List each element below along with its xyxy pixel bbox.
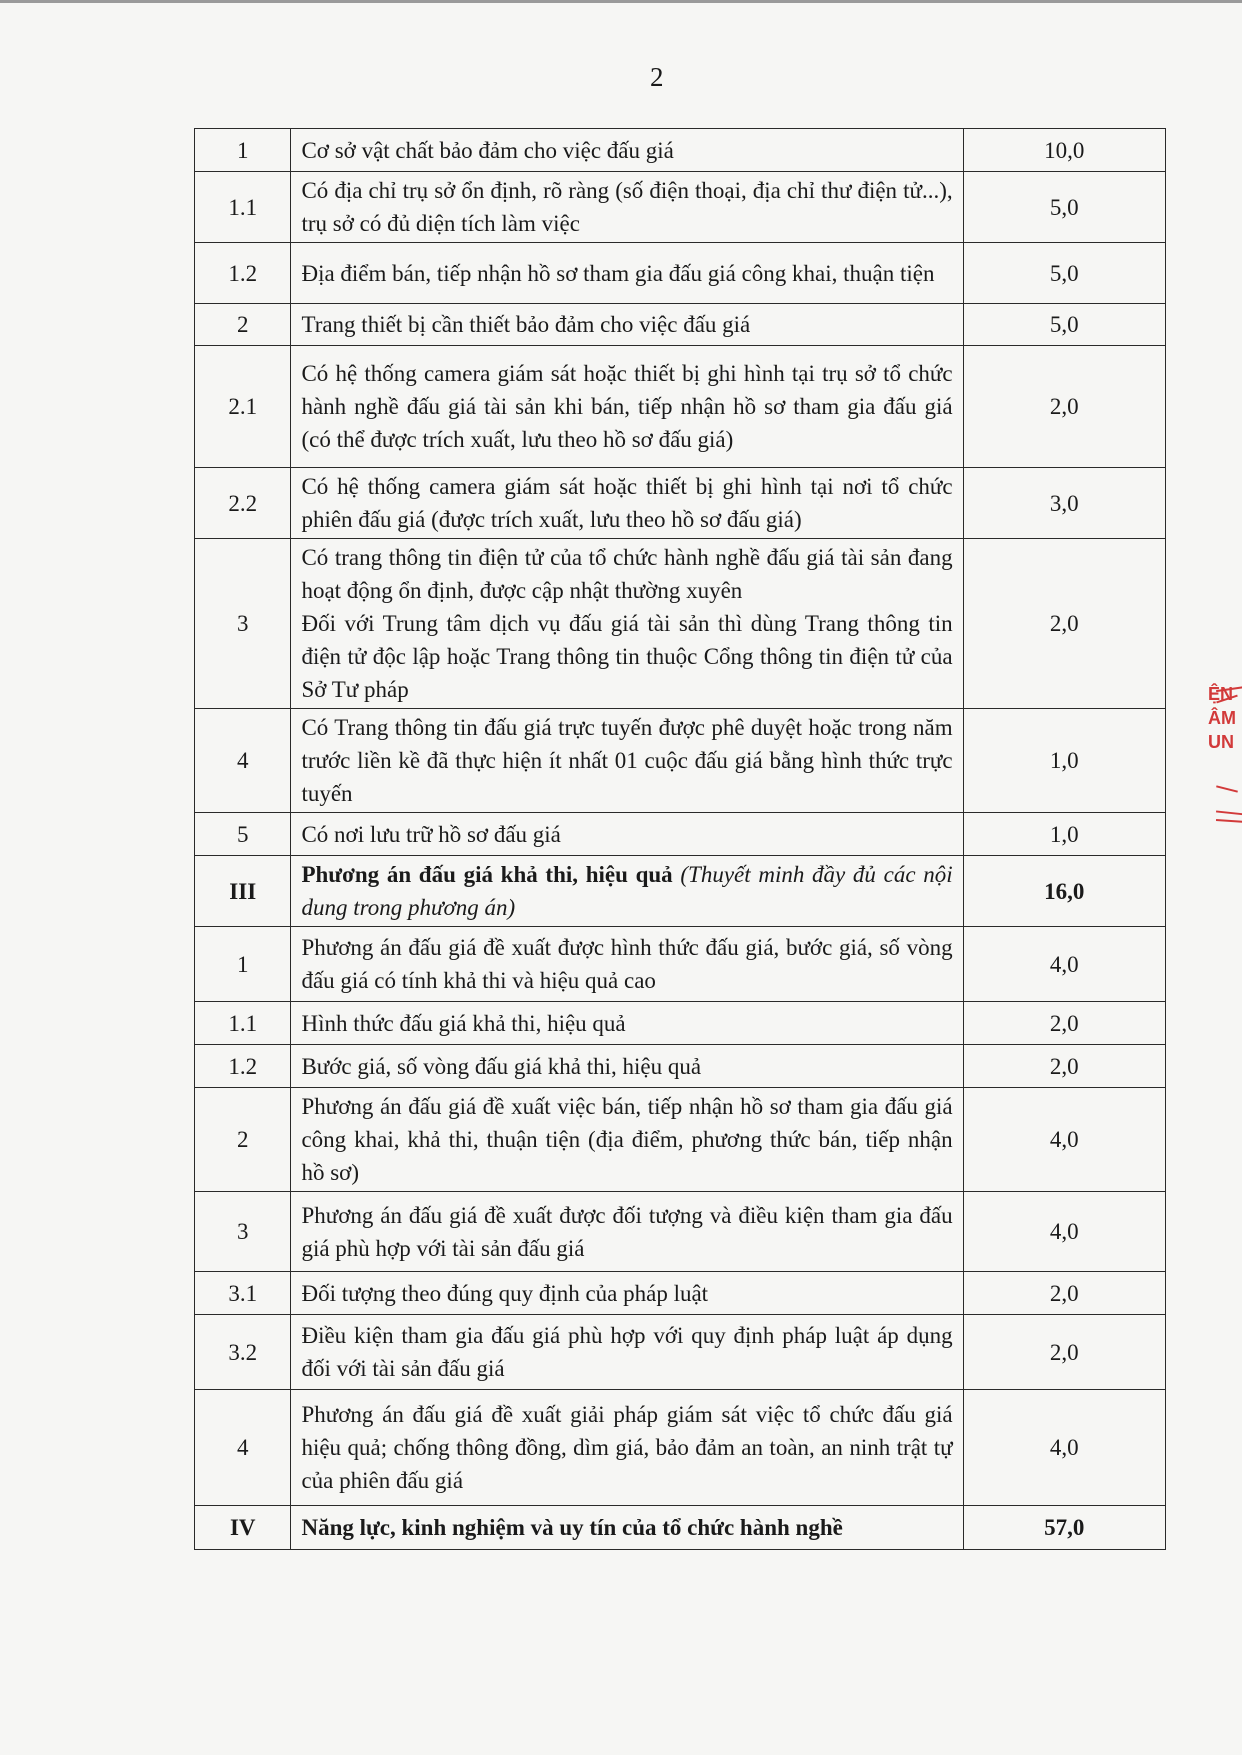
row-number: III	[195, 856, 291, 927]
table-row	[195, 1192, 1166, 1272]
scan-edge-line	[0, 0, 1242, 3]
criteria-table	[194, 128, 1166, 1550]
table-row	[195, 709, 1166, 813]
row-number: 4	[195, 709, 291, 813]
row-score: 4,0	[963, 1192, 1165, 1272]
row-number: 3	[195, 1192, 291, 1272]
row-number: 1	[195, 927, 291, 1002]
row-score: 2,0	[963, 346, 1165, 468]
red-stamp-fragment	[1208, 684, 1242, 928]
row-content: Phương án đấu giá đề xuất việc bán, tiếp nhận hồ sơ tham gia đấu giá công khai, khả thi, thuận tiện (địa điểm, phương thức bán, tiếp nhận hồ sơ)	[291, 1088, 963, 1192]
row-score: 5,0	[963, 304, 1165, 346]
table-row	[195, 1272, 1166, 1315]
row-score: 16,0	[963, 856, 1165, 927]
table-row	[195, 243, 1166, 304]
row-content: Đối tượng theo đúng quy định của pháp luật	[291, 1272, 963, 1315]
row-score: 1,0	[963, 813, 1165, 856]
row-number: 2.2	[195, 468, 291, 539]
table-row	[195, 1002, 1166, 1045]
row-score: 5,0	[963, 243, 1165, 304]
table-row	[195, 856, 1166, 927]
row-content: Phương án đấu giá đề xuất được đối tượng và điều kiện tham gia đấu giá phù hợp với tài sản đấu giá	[291, 1192, 963, 1272]
row-score: 2,0	[963, 1315, 1165, 1390]
row-score: 5,0	[963, 172, 1165, 243]
row-number: 2	[195, 304, 291, 346]
row-content: Có hệ thống camera giám sát hoặc thiết bị ghi hình tại nơi tổ chức phiên đấu giá (được trích xuất, lưu theo hồ sơ đấu giá)	[291, 468, 963, 539]
row-score: 57,0	[963, 1506, 1165, 1550]
stamp-text: ÂM	[1208, 708, 1236, 728]
table-row	[195, 1506, 1166, 1550]
row-score: 2,0	[963, 539, 1165, 709]
row-content: Phương án đấu giá đề xuất giải pháp giám sát việc tổ chức đấu giá hiệu quả; chống thông đồng, dìm giá, bảo đảm an toàn, an ninh trật tự của phiên đấu giá	[291, 1390, 963, 1506]
page-number: 2	[650, 62, 664, 92]
row-score: 2,0	[963, 1272, 1165, 1315]
stamp-text: ỆN	[1208, 684, 1234, 704]
table-row	[195, 1088, 1166, 1192]
row-number: 4	[195, 1390, 291, 1506]
row-number: 1.1	[195, 172, 291, 243]
row-score: 2,0	[963, 1045, 1165, 1088]
table-row	[195, 1315, 1166, 1390]
row-number: IV	[195, 1506, 291, 1550]
table-row	[195, 813, 1166, 856]
row-content: Điều kiện tham gia đấu giá phù hợp với quy định pháp luật áp dụng đối với tài sản đấu giá	[291, 1315, 963, 1390]
row-score: 4,0	[963, 927, 1165, 1002]
table-row	[195, 172, 1166, 243]
row-content: Phương án đấu giá đề xuất được hình thức đấu giá, bước giá, số vòng đấu giá có tính khả thi và hiệu quả cao	[291, 927, 963, 1002]
row-score: 10,0	[963, 129, 1165, 172]
table-row	[195, 129, 1166, 172]
row-number: 3	[195, 539, 291, 709]
criteria-table-body	[195, 129, 1166, 1550]
row-content: Địa điểm bán, tiếp nhận hồ sơ tham gia đấu giá công khai, thuận tiện	[291, 243, 963, 304]
row-score: 4,0	[963, 1088, 1165, 1192]
row-score: 1,0	[963, 709, 1165, 813]
table-row	[195, 539, 1166, 709]
row-number: 2	[195, 1088, 291, 1192]
row-content: Có địa chỉ trụ sở ổn định, rõ ràng (số điện thoại, địa chỉ thư điện tử...), trụ sở có đủ diện tích làm việc	[291, 172, 963, 243]
table-row	[195, 927, 1166, 1002]
row-number: 3.1	[195, 1272, 291, 1315]
table-row	[195, 304, 1166, 346]
row-content-italic: (Thuyết minh đầy đủ các nội dung trong phương án)	[301, 862, 953, 920]
stamp-arc-line	[1216, 810, 1242, 815]
table-row	[195, 1390, 1166, 1506]
row-content: Bước giá, số vòng đấu giá khả thi, hiệu quả	[291, 1045, 963, 1088]
row-content: Có nơi lưu trữ hồ sơ đấu giá	[291, 813, 963, 856]
stamp-arc-line	[1216, 819, 1242, 823]
row-number: 1.2	[195, 1045, 291, 1088]
table-row	[195, 468, 1166, 539]
row-content	[291, 856, 963, 927]
row-content: Cơ sở vật chất bảo đảm cho việc đấu giá	[291, 129, 963, 172]
row-content: Có Trang thông tin đấu giá trực tuyến được phê duyệt hoặc trong năm trước liền kề đã thực hiện ít nhất 01 cuộc đấu giá bằng hình thức trực tuyến	[291, 709, 963, 813]
row-score: 4,0	[963, 1390, 1165, 1506]
row-number: 1.2	[195, 243, 291, 304]
row-content: Hình thức đấu giá khả thi, hiệu quả	[291, 1002, 963, 1045]
row-score: 3,0	[963, 468, 1165, 539]
row-content: Có hệ thống camera giám sát hoặc thiết bị ghi hình tại trụ sở tổ chức hành nghề đấu giá tài sản khi bán, tiếp nhận hồ sơ tham gia đấu giá (có thể được trích xuất, lưu theo hồ sơ đấu giá)	[291, 346, 963, 468]
row-number: 5	[195, 813, 291, 856]
row-number: 1	[195, 129, 291, 172]
table-row	[195, 1045, 1166, 1088]
row-content: Năng lực, kinh nghiệm và uy tín của tổ chức hành nghề	[291, 1506, 963, 1550]
row-number: 3.2	[195, 1315, 291, 1390]
stamp-text: UN	[1208, 732, 1234, 752]
row-number: 2.1	[195, 346, 291, 468]
row-number: 1.1	[195, 1002, 291, 1045]
row-content-bold: Phương án đấu giá khả thi, hiệu quả	[301, 862, 673, 887]
row-content: Có trang thông tin điện tử của tổ chức hành nghề đấu giá tài sản đang hoạt động ổn định, được cập nhật thường xuyên Đối với Trung tâm dịch vụ đấu giá tài sản thì dùng Trang thông tin điện tử độc lập hoặc Trang thông tin thuộc Cổng thông tin điện tử của Sở Tư pháp	[291, 539, 963, 709]
table-row	[195, 346, 1166, 468]
row-score: 2,0	[963, 1002, 1165, 1045]
row-content: Trang thiết bị cần thiết bảo đảm cho việc đấu giá	[291, 304, 963, 346]
stamp-arc-line	[1216, 785, 1238, 792]
